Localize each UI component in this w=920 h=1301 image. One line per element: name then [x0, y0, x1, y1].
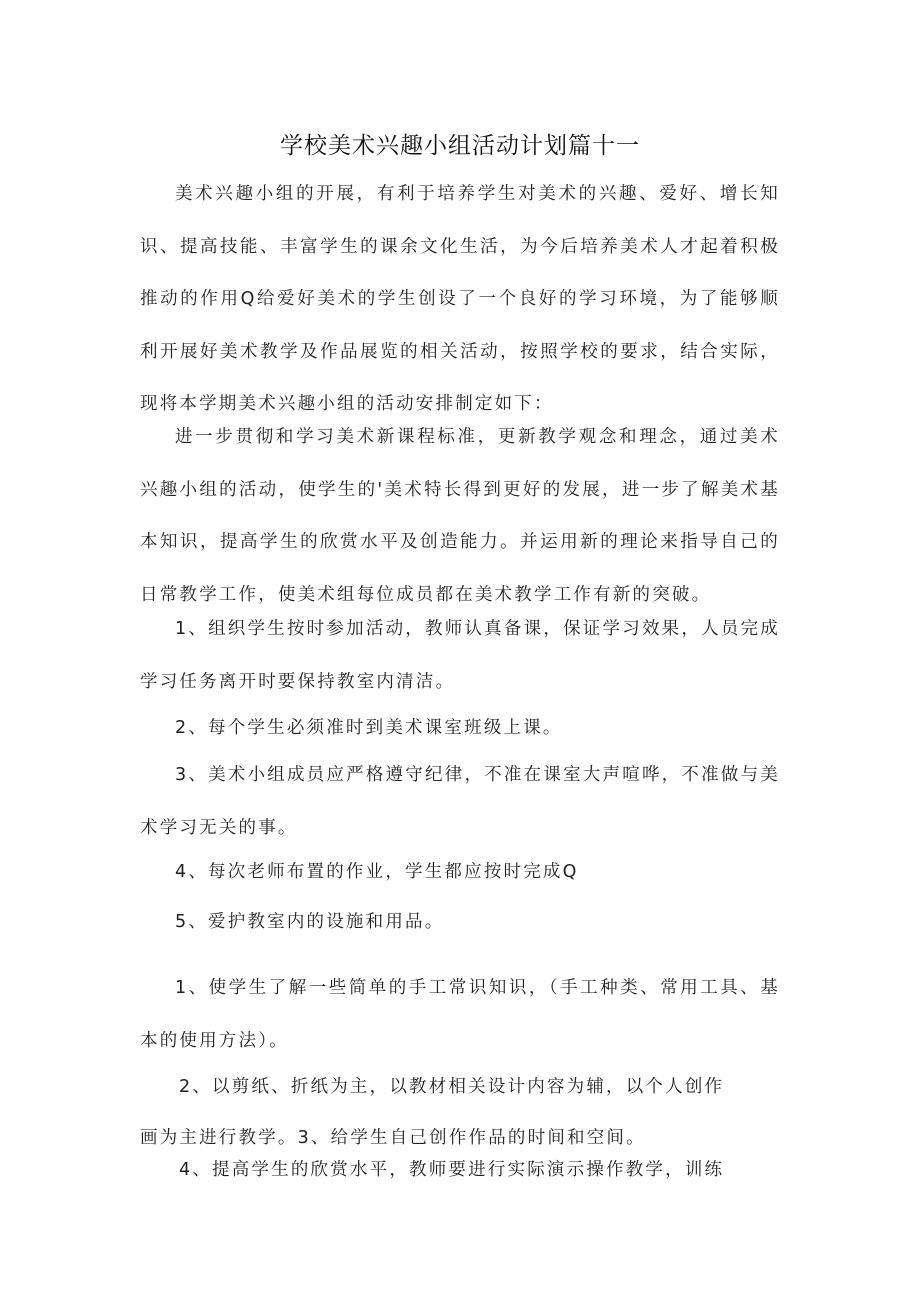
paragraph-rule-5: 5、爱护教室内的设施和用品。: [175, 912, 445, 932]
line-task-2-cont: 画为主进行教学。3、给学生自己创作作品的时间和空间。: [140, 1128, 646, 1148]
document-title: 学校美术兴趣小组活动计划篇十一: [280, 133, 640, 159]
paragraph-task-1: 1、使学生了解一些简单的手工常识知识，（手工种类、常用工具、基本的使用方法）。: [140, 978, 780, 1051]
line-task-4: 4、提高学生的欣赏水平，教师要进行实际演示操作教学，训练: [179, 1160, 725, 1180]
paragraph-goals: 进一步贯彻和学习美术新课程标准，更新教学观念和理念，通过美术兴趣小组的活动，使学生的'美术特长得到更好的发展，进一步了解美术基本知识，提高学生的欣赏水平及创造能力。并运用新的理论来指导自己的日常教学工作，使美术组每位成员都在美术教学工作有新的突破。: [140, 427, 780, 605]
paragraph-rule-3: 3、美术小组成员应严格遵守纪律，不准在课室大声喧哗，不准做与美术学习无关的事。: [140, 765, 780, 838]
paragraph-rule-4: 4、每次老师布置的作业，学生都应按时完成Q: [175, 862, 579, 882]
paragraph-rule-1: 1、组织学生按时参加活动，教师认真备课，保证学习效果，人员完成学习任务离开时要保持教室内清洁。: [140, 619, 780, 692]
paragraph-rule-2: 2、每个学生必须准时到美术课室班级上课。: [175, 718, 563, 738]
paragraph-intro: 美术兴趣小组的开展，有利于培养学生对美术的兴趣、爱好、增长知识、提高技能、丰富学生的课余文化生活，为今后培养美术人才起着积极推动的作用Q给爱好美术的学生创设了一个良好的学习环境，为了能够顺利开展好美术教学及作品展览的相关活动，按照学校的要求，结合实际，现将本学期美术兴趣小组的活动安排制定如下：: [140, 184, 780, 414]
line-task-2: 2、以剪纸、折纸为主，以教材相关设计内容为辅，以个人创作: [179, 1077, 725, 1097]
